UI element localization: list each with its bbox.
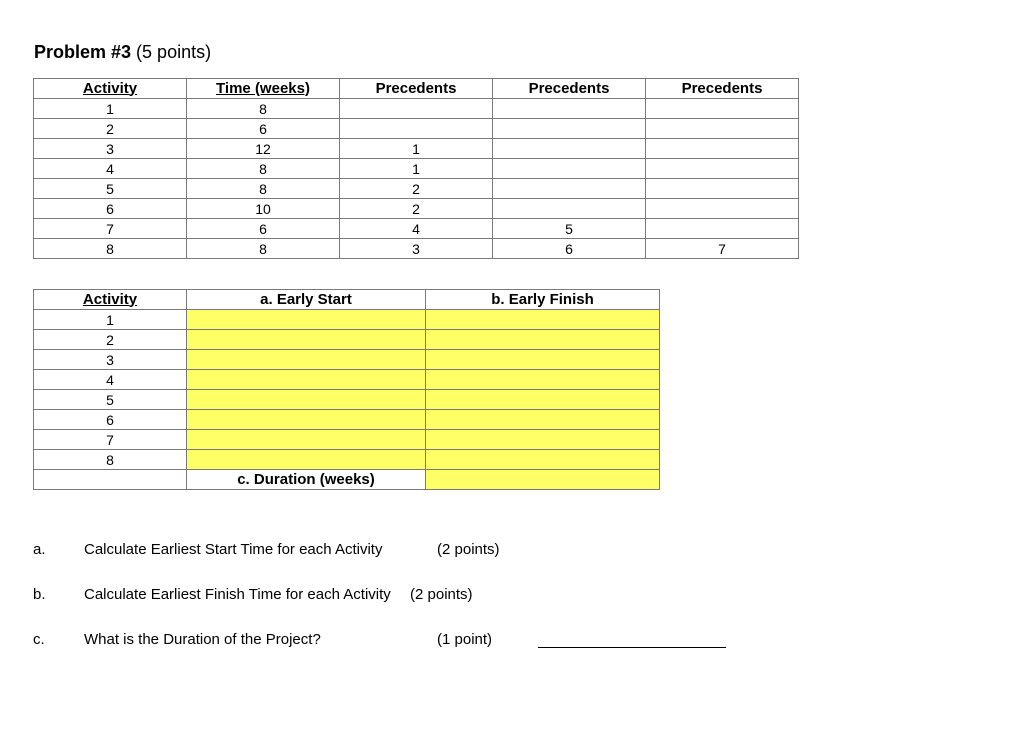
table-cell: 7: [646, 239, 799, 259]
table-cell: 10: [187, 199, 340, 219]
header-early-start: a. Early Start: [187, 290, 426, 310]
table-cell: 7: [34, 219, 187, 239]
early-finish-answer-cell[interactable]: [426, 430, 660, 450]
duration-row: [34, 470, 660, 490]
table-row: [34, 430, 660, 450]
problem-points: (5 points): [131, 42, 212, 62]
header-precedents-3: Precedents: [646, 79, 799, 99]
early-start-answer-cell[interactable]: [187, 390, 426, 410]
early-finish-answer-cell[interactable]: [426, 370, 660, 390]
early-finish-answer-cell[interactable]: [426, 410, 660, 430]
early-start-answer-cell[interactable]: [187, 370, 426, 390]
table-cell: [646, 199, 799, 219]
early-start-answer-cell[interactable]: [187, 350, 426, 370]
table-cell: 6: [187, 219, 340, 239]
header-time: Time (weeks): [187, 79, 340, 99]
table-row: [34, 159, 799, 179]
table-cell: [493, 159, 646, 179]
table-row: [34, 390, 660, 410]
table-row: [34, 119, 799, 139]
early-finish-answer-cell[interactable]: [426, 450, 660, 470]
table-cell: [493, 119, 646, 139]
table-row: [34, 310, 660, 330]
activity-cell: 1: [34, 310, 187, 330]
duration-empty-cell: [34, 470, 187, 490]
table-row: [34, 370, 660, 390]
table-row: [34, 139, 799, 159]
activity-table-header: [34, 79, 799, 99]
schedule-table-header: [34, 290, 660, 310]
table-cell: [646, 119, 799, 139]
activity-cell: 3: [34, 350, 187, 370]
duration-label: c. Duration (weeks): [187, 470, 426, 490]
table-row: [34, 350, 660, 370]
duration-answer-cell[interactable]: [426, 470, 660, 490]
table-cell: 5: [493, 219, 646, 239]
header-early-finish: b. Early Finish: [426, 290, 660, 310]
table-cell: [646, 179, 799, 199]
table-cell: 3: [340, 239, 493, 259]
table-cell: [493, 199, 646, 219]
table-row: [34, 219, 799, 239]
table-cell: [340, 99, 493, 119]
question-label: b.: [33, 586, 46, 603]
table-row: [34, 99, 799, 119]
activity-cell: 2: [34, 330, 187, 350]
activity-cell: 8: [34, 450, 187, 470]
header-precedents-2: Precedents: [493, 79, 646, 99]
table-row: [34, 179, 799, 199]
table-cell: 6: [34, 199, 187, 219]
problem-title: [34, 42, 211, 63]
table-cell: 2: [340, 179, 493, 199]
header-activity: Activity: [34, 79, 187, 99]
table-row: [34, 199, 799, 219]
early-finish-answer-cell[interactable]: [426, 310, 660, 330]
table-cell: [493, 179, 646, 199]
table-cell: [340, 119, 493, 139]
table-cell: 8: [34, 239, 187, 259]
activity-cell: 4: [34, 370, 187, 390]
table-row: [34, 410, 660, 430]
activity-cell: 5: [34, 390, 187, 410]
early-finish-answer-cell[interactable]: [426, 350, 660, 370]
table-cell: 5: [34, 179, 187, 199]
table-cell: [493, 99, 646, 119]
table-cell: 2: [340, 199, 493, 219]
table-cell: 6: [187, 119, 340, 139]
early-start-answer-cell[interactable]: [187, 410, 426, 430]
activity-table: [33, 78, 799, 259]
table-row: [34, 450, 660, 470]
table-cell: 6: [493, 239, 646, 259]
table-cell: 4: [34, 159, 187, 179]
table-cell: 4: [340, 219, 493, 239]
table-cell: 2: [34, 119, 187, 139]
question-points: (1 point): [437, 631, 493, 648]
question-points: (2 points): [437, 541, 500, 558]
activity-cell: 6: [34, 410, 187, 430]
early-finish-answer-cell[interactable]: [426, 390, 660, 410]
question-label: c.: [33, 631, 45, 648]
early-start-answer-cell[interactable]: [187, 310, 426, 330]
table-cell: 1: [340, 139, 493, 159]
table-cell: [646, 219, 799, 239]
table-cell: 8: [187, 159, 340, 179]
table-cell: 3: [34, 139, 187, 159]
question-label: a.: [33, 541, 46, 558]
early-start-answer-cell[interactable]: [187, 450, 426, 470]
question-text: Calculate Earliest Start Time for each Activity: [84, 541, 383, 558]
header-precedents-1: Precedents: [340, 79, 493, 99]
early-start-answer-cell[interactable]: [187, 430, 426, 450]
table-cell: 1: [340, 159, 493, 179]
table-cell: 12: [187, 139, 340, 159]
table-cell: 8: [187, 99, 340, 119]
table-cell: [493, 139, 646, 159]
table-cell: 8: [187, 239, 340, 259]
problem-number: Problem #3: [34, 42, 132, 62]
table-cell: [646, 99, 799, 119]
answer-blank-line[interactable]: [538, 647, 726, 648]
table-row: [34, 239, 799, 259]
question-points: (2 points): [410, 586, 473, 603]
table-cell: [646, 159, 799, 179]
question-text: What is the Duration of the Project?: [84, 631, 321, 648]
table-cell: 8: [187, 179, 340, 199]
schedule-table: [33, 289, 660, 490]
question-text: Calculate Earliest Finish Time for each Activity: [84, 586, 391, 603]
header-activity: Activity: [34, 290, 187, 310]
table-cell: [646, 139, 799, 159]
table-row: [34, 330, 660, 350]
activity-cell: 7: [34, 430, 187, 450]
early-start-answer-cell[interactable]: [187, 330, 426, 350]
early-finish-answer-cell[interactable]: [426, 330, 660, 350]
table-cell: 1: [34, 99, 187, 119]
